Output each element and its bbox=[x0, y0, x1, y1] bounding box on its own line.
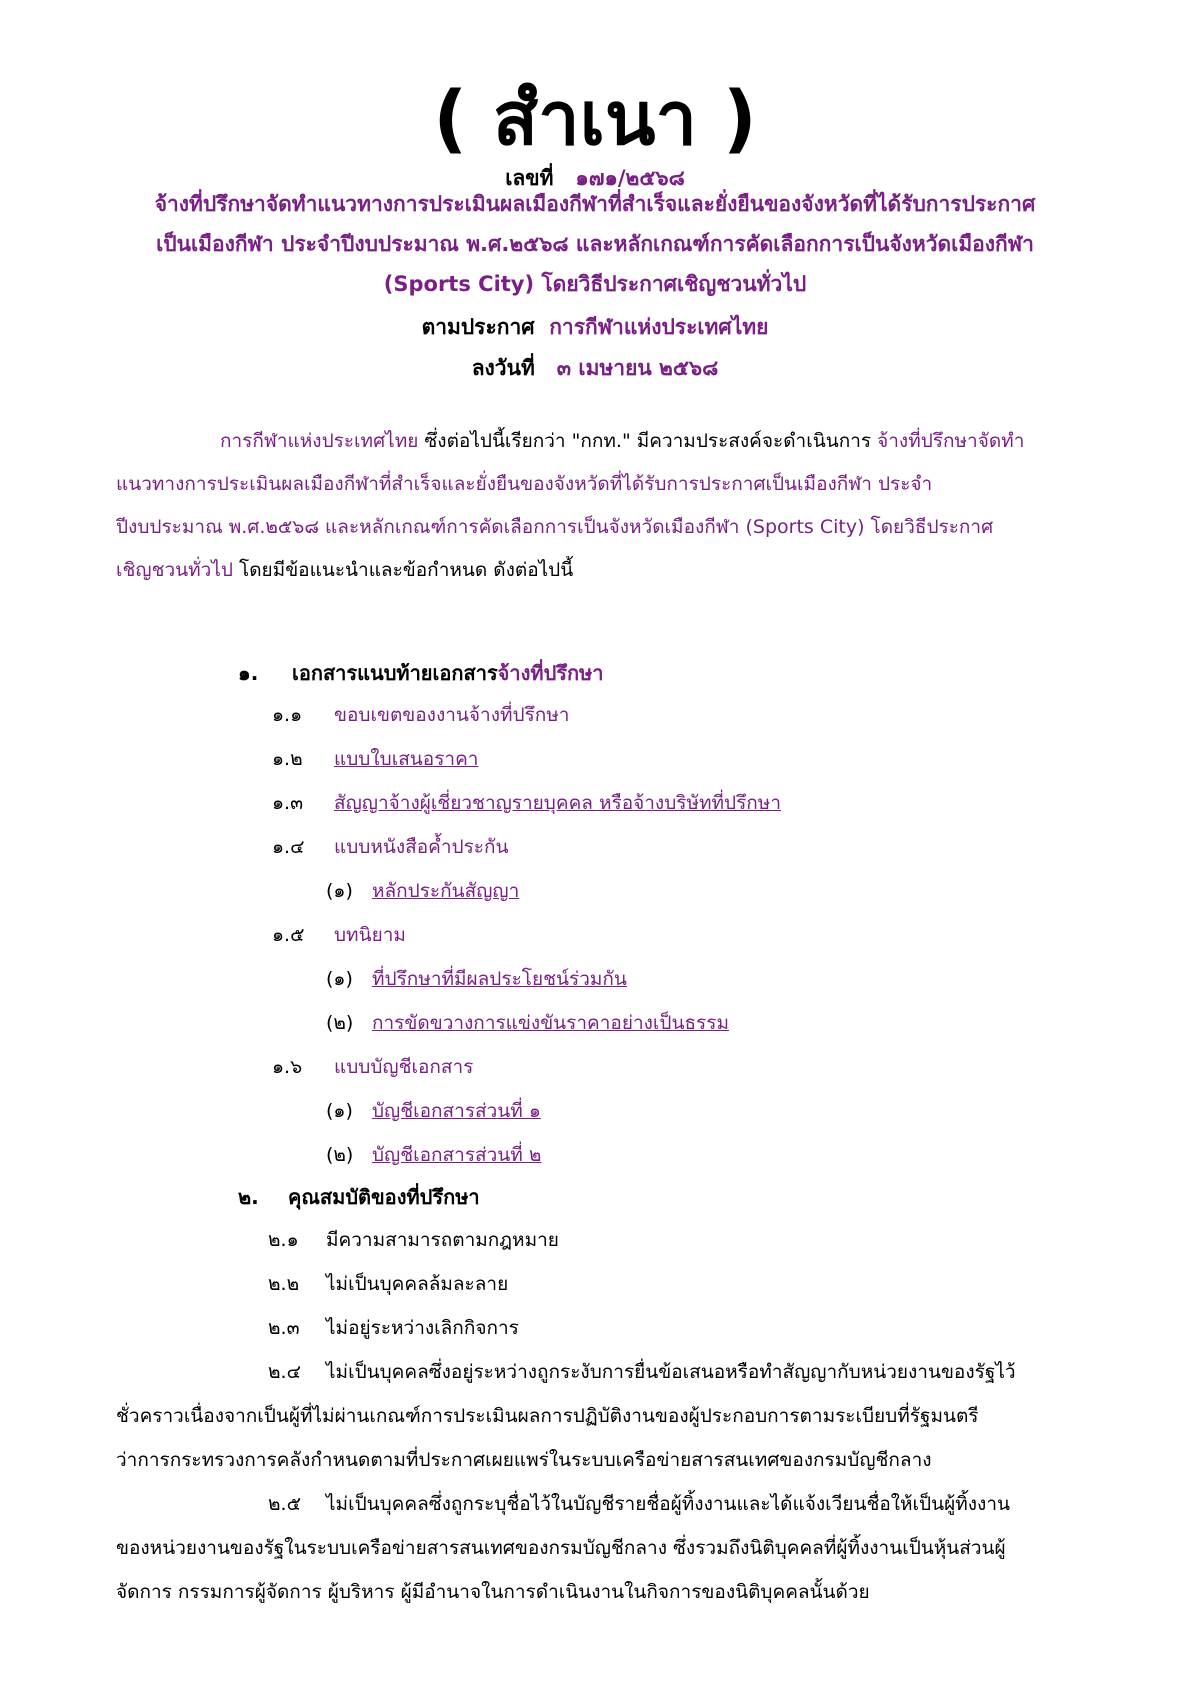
headline-line-2: เป็นเมืองกีฬา ประจำปีงบประมาณ พ.ศ.๒๕๖๘ และหลักเกณฑ์การคัดเลือกการเป็นจังหวัดเมืองกีฬา bbox=[156, 232, 1034, 256]
item-number: ๑.๑ bbox=[272, 704, 303, 726]
para-2-4-line-2: ชั่วคราวเนื่องจากเป็นผู้ที่ไม่ผ่านเกณฑ์การประเมินผลการปฏิบัติงานของผู้ประกอบการตามระเบียบที่รัฐมนตรี bbox=[116, 1405, 979, 1427]
link-conflict-of-interest[interactable]: ที่ปรึกษาที่มีผลประโยชน์ร่วมกัน bbox=[372, 968, 627, 990]
section-2-number: ๒. bbox=[238, 1185, 259, 1209]
section-1-number: ๑. bbox=[238, 661, 259, 685]
para-2-4-line-3: ว่าการกระทรวงการคลังกำหนดตามที่ประกาศเผยแพร่ในระบบเครือข่ายสารสนเทศของกรมบัญชีกลาง bbox=[116, 1449, 932, 1471]
date-line bbox=[0, 352, 1190, 385]
item-1-1 bbox=[272, 700, 569, 730]
link-quotation-form[interactable]: แบบใบเสนอราคา bbox=[334, 748, 479, 770]
link-contract-guarantee[interactable]: หลักประกันสัญญา bbox=[372, 880, 520, 902]
item-number: ๑.๔ bbox=[272, 836, 305, 858]
para-2-5-line-2: ของหน่วยงานของรัฐในระบบเครือข่ายสารสนเทศของกรมบัญชีกลาง ซึ่งรวมถึงนิติบุคคลที่ผู้ทิ้งงานเป็นหุ้นส่วนผู้ bbox=[116, 1537, 1006, 1559]
item-label: แบบหนังสือค้ำประกัน bbox=[334, 836, 509, 858]
section-2-heading bbox=[238, 1181, 480, 1213]
item-number: ๒.๔ bbox=[268, 1361, 301, 1383]
item-2-1 bbox=[268, 1225, 559, 1255]
item-number: (๑) bbox=[326, 880, 353, 902]
item-label: ไม่อยู่ระหว่างเลิกกิจการ bbox=[326, 1317, 519, 1339]
item-1-4-1 bbox=[326, 876, 519, 906]
item-number: (๑) bbox=[326, 1100, 353, 1122]
item-number: ๑.๕ bbox=[272, 924, 305, 946]
section-2-title: คุณสมบัติของที่ปรึกษา bbox=[288, 1185, 480, 1209]
announce-label: ตามประกาศ bbox=[421, 315, 535, 339]
para-text: ไม่เป็นบุคคลซึ่งอยู่ระหว่างถูกระงับการยื่นข้อเสนอหรือทำสัญญากับหน่วยงานของรัฐไว้ bbox=[326, 1361, 1016, 1383]
item-number: ๑.๓ bbox=[272, 792, 304, 814]
copy-title: ( สำเนา ) bbox=[433, 76, 757, 162]
item-2-2 bbox=[268, 1269, 508, 1299]
intro-line-1 bbox=[116, 420, 1076, 463]
item-number: (๑) bbox=[326, 968, 353, 990]
item-2-3 bbox=[268, 1313, 519, 1343]
item-label: แบบบัญชีเอกสาร bbox=[334, 1056, 474, 1078]
item-1-5 bbox=[272, 920, 406, 950]
intro-project-1: จ้างที่ปรึกษาจัดทำ bbox=[877, 430, 1025, 452]
item-label: ไม่เป็นบุคคลล้มละลาย bbox=[326, 1273, 509, 1295]
intro-project-4: เชิญชวนทั่วไป bbox=[116, 559, 233, 581]
item-number: ๒.๒ bbox=[268, 1273, 300, 1295]
item-1-2 bbox=[272, 744, 478, 774]
section-1-title-a: เอกสารแนบท้ายเอกสาร bbox=[292, 661, 498, 685]
item-number: (๒) bbox=[326, 1144, 354, 1166]
link-document-list-1[interactable]: บัญชีเอกสารส่วนที่ ๑ bbox=[372, 1100, 541, 1122]
doc-number-label: เลขที่ bbox=[505, 166, 554, 190]
section-1-title-b: จ้างที่ปรึกษา bbox=[497, 661, 604, 685]
item-number: ๒.๕ bbox=[268, 1493, 301, 1515]
item-1-5-2 bbox=[326, 1008, 729, 1038]
link-consultant-contract[interactable]: สัญญาจ้างผู้เชี่ยวชาญรายบุคคล หรือจ้างบริษัทที่ปรึกษา bbox=[334, 792, 781, 814]
headline-line-3: (Sports City) โดยวิธีประกาศเชิญชวนทั่วไป bbox=[383, 272, 807, 296]
date-value: ๓ เมษายน ๒๕๖๘ bbox=[556, 356, 719, 380]
item-number: ๒.๑ bbox=[268, 1229, 299, 1251]
item-1-5-1 bbox=[326, 964, 627, 994]
section-1-heading bbox=[238, 657, 604, 689]
para-2-5-line-3: จัดการ กรรมการผู้จัดการ ผู้บริหาร ผู้มีอำนาจในการดำเนินงานในกิจการของนิติบุคคลนั้นด้วย bbox=[116, 1581, 870, 1603]
item-1-6-1 bbox=[326, 1096, 541, 1126]
intro-line-4 bbox=[116, 549, 1076, 592]
item-number: ๑.๒ bbox=[272, 748, 303, 770]
headline-line-1: จ้างที่ปรึกษาจัดทำแนวทางการประเมินผลเมืองกีฬาที่สำเร็จและยั่งยืนของจังหวัดที่ได้รับการประกาศ bbox=[154, 192, 1036, 216]
para-2-5-line-1 bbox=[268, 1489, 1010, 1519]
item-1-6 bbox=[272, 1052, 473, 1082]
intro-text-2: โดยมีข้อแนะนำและข้อกำหนด ดังต่อไปนี้ bbox=[232, 559, 574, 581]
para-2-4-line-1 bbox=[268, 1357, 1016, 1387]
item-number: (๒) bbox=[326, 1012, 354, 1034]
item-1-4 bbox=[272, 832, 509, 862]
doc-number-value: ๑๗๑/๒๕๖๘ bbox=[575, 166, 685, 190]
item-1-3 bbox=[272, 788, 781, 818]
item-label: ขอบเขตของงานจ้างที่ปรึกษา bbox=[334, 704, 570, 726]
link-document-list-2[interactable]: บัญชีเอกสารส่วนที่ ๒ bbox=[372, 1144, 542, 1166]
intro-line-2: แนวทางการประเมินผลเมืองกีฬาที่สำเร็จและยั่งยืนของจังหวัดที่ได้รับการประกาศเป็นเมืองกีฬา ประจำ bbox=[116, 473, 933, 495]
link-fair-competition[interactable]: การขัดขวางการแข่งขันราคาอย่างเป็นธรรม bbox=[372, 1012, 729, 1034]
item-number: ๑.๖ bbox=[272, 1056, 303, 1078]
item-number: ๒.๓ bbox=[268, 1317, 300, 1339]
intro-text-1: ซึ่งต่อไปนี้เรียกว่า "กกท." มีความประสงค์จะดำเนินการ bbox=[418, 430, 878, 452]
intro-line-3: ปีงบประมาณ พ.ศ.๒๕๖๘ และหลักเกณฑ์การคัดเลือกการเป็นจังหวัดเมืองกีฬา (Sports City) โดยวิธีประกาศ bbox=[116, 516, 994, 538]
para-text: ไม่เป็นบุคคลซึ่งถูกระบุชื่อไว้ในบัญชีรายชื่อผู้ทิ้งงานและได้แจ้งเวียนชื่อให้เป็นผู้ทิ้งงาน bbox=[326, 1493, 1010, 1515]
date-label: ลงวันที่ bbox=[471, 356, 535, 380]
item-1-6-2 bbox=[326, 1140, 541, 1170]
announce-line bbox=[0, 311, 1190, 344]
announce-org: การกีฬาแห่งประเทศไทย bbox=[549, 315, 769, 339]
item-label: บทนิยาม bbox=[334, 924, 406, 946]
item-label: มีความสามารถตามกฎหมาย bbox=[326, 1229, 559, 1251]
intro-org: การกีฬาแห่งประเทศไทย bbox=[220, 430, 419, 452]
